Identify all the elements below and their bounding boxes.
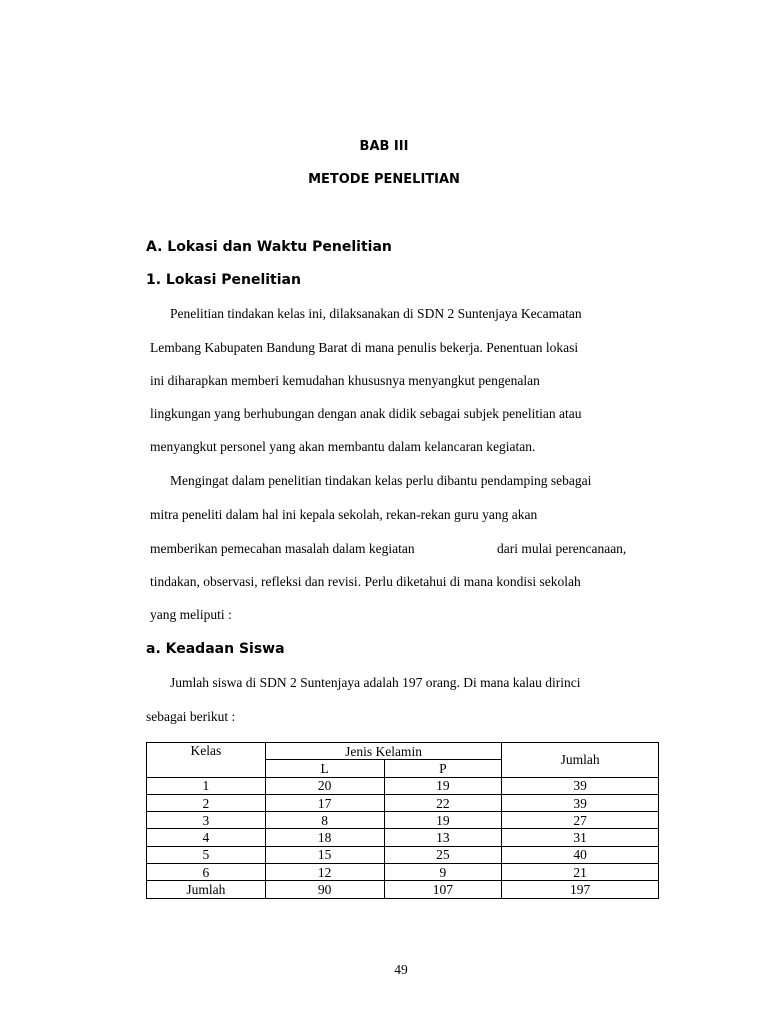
paragraph-line: dari mulai perencanaan, — [497, 541, 627, 556]
paragraph-line: menyangkut personel yang akan membantu dalam kelancaran kegiatan. — [150, 439, 536, 454]
subsection-heading: a. Keadaan Siswa — [146, 641, 285, 657]
cell-l: 15 — [265, 846, 384, 863]
cell-p: 22 — [384, 794, 502, 811]
table-row — [147, 777, 659, 794]
cell-jumlah: 39 — [502, 777, 659, 794]
paragraph-line: sebagai berikut : — [146, 709, 236, 724]
header-jenis-kelamin: Jenis Kelamin — [265, 743, 501, 760]
header-l: L — [265, 760, 384, 777]
cell-l: 12 — [265, 864, 384, 881]
cell-l: 17 — [265, 794, 384, 811]
table-row — [147, 829, 659, 846]
cell-l: 18 — [265, 829, 384, 846]
cell-p: 13 — [384, 829, 502, 846]
chapter-number: BAB III — [359, 139, 409, 154]
paragraph-line: ini diharapkan memberi kemudahan khususnya menyangkut pengenalan — [150, 373, 540, 388]
header-p: P — [384, 760, 502, 777]
cell-kelas: 4 — [147, 829, 266, 846]
cell-p: 107 — [384, 881, 502, 898]
cell-kelas: 3 — [147, 812, 266, 829]
cell-kelas: 5 — [147, 846, 266, 863]
header-jumlah: Jumlah — [502, 743, 659, 778]
paragraph-line: Lembang Kabupaten Bandung Barat di mana penulis bekerja. Penentuan lokasi — [150, 340, 579, 355]
page-number: 49 — [394, 962, 408, 977]
paragraph-line: mitra peneliti dalam hal ini kepala sekolah, rekan-rekan guru yang akan — [150, 507, 538, 522]
cell-l: 90 — [265, 881, 384, 898]
cell-jumlah: 31 — [502, 829, 659, 846]
cell-p: 9 — [384, 864, 502, 881]
cell-jumlah: 21 — [502, 864, 659, 881]
table-row — [147, 794, 659, 811]
cell-kelas: 6 — [147, 864, 266, 881]
table-row-total — [147, 881, 659, 898]
chapter-title: METODE PENELITIAN — [308, 172, 460, 187]
cell-p: 19 — [384, 777, 502, 794]
cell-kelas: Jumlah — [147, 881, 266, 898]
cell-jumlah: 197 — [502, 881, 659, 898]
cell-jumlah: 39 — [502, 794, 659, 811]
paragraph-line: Jumlah siswa di SDN 2 Suntenjaya adalah 197 orang. Di mana kalau dirinci — [170, 675, 581, 690]
paragraph-line: Mengingat dalam penelitian tindakan kelas perlu dibantu pendamping sebagai — [170, 473, 592, 488]
cell-jumlah: 40 — [502, 846, 659, 863]
cell-p: 19 — [384, 812, 502, 829]
cell-l: 8 — [265, 812, 384, 829]
cell-l: 20 — [265, 777, 384, 794]
cell-p: 25 — [384, 846, 502, 863]
cell-jumlah: 27 — [502, 812, 659, 829]
table-row — [147, 846, 659, 863]
paragraph-line: tindakan, observasi, refleksi dan revisi. Perlu diketahui di mana kondisi sekolah — [150, 574, 581, 589]
paragraph-line: yang meliputi : — [150, 607, 232, 622]
table-row — [147, 812, 659, 829]
paragraph-line: memberikan pemecahan masalah dalam kegiatan — [150, 541, 415, 556]
cell-kelas: 2 — [147, 794, 266, 811]
cell-kelas: 1 — [147, 777, 266, 794]
header-kelas: Kelas — [147, 743, 266, 778]
subsection-heading: 1. Lokasi Penelitian — [146, 272, 301, 288]
section-heading: A. Lokasi dan Waktu Penelitian — [146, 239, 392, 255]
paragraph-line: Penelitian tindakan kelas ini, dilaksanakan di SDN 2 Suntenjaya Kecamatan — [170, 306, 582, 321]
student-table — [146, 742, 659, 899]
paragraph-line: lingkungan yang berhubungan dengan anak didik sebagai subjek penelitian atau — [150, 406, 582, 421]
table-row — [147, 864, 659, 881]
